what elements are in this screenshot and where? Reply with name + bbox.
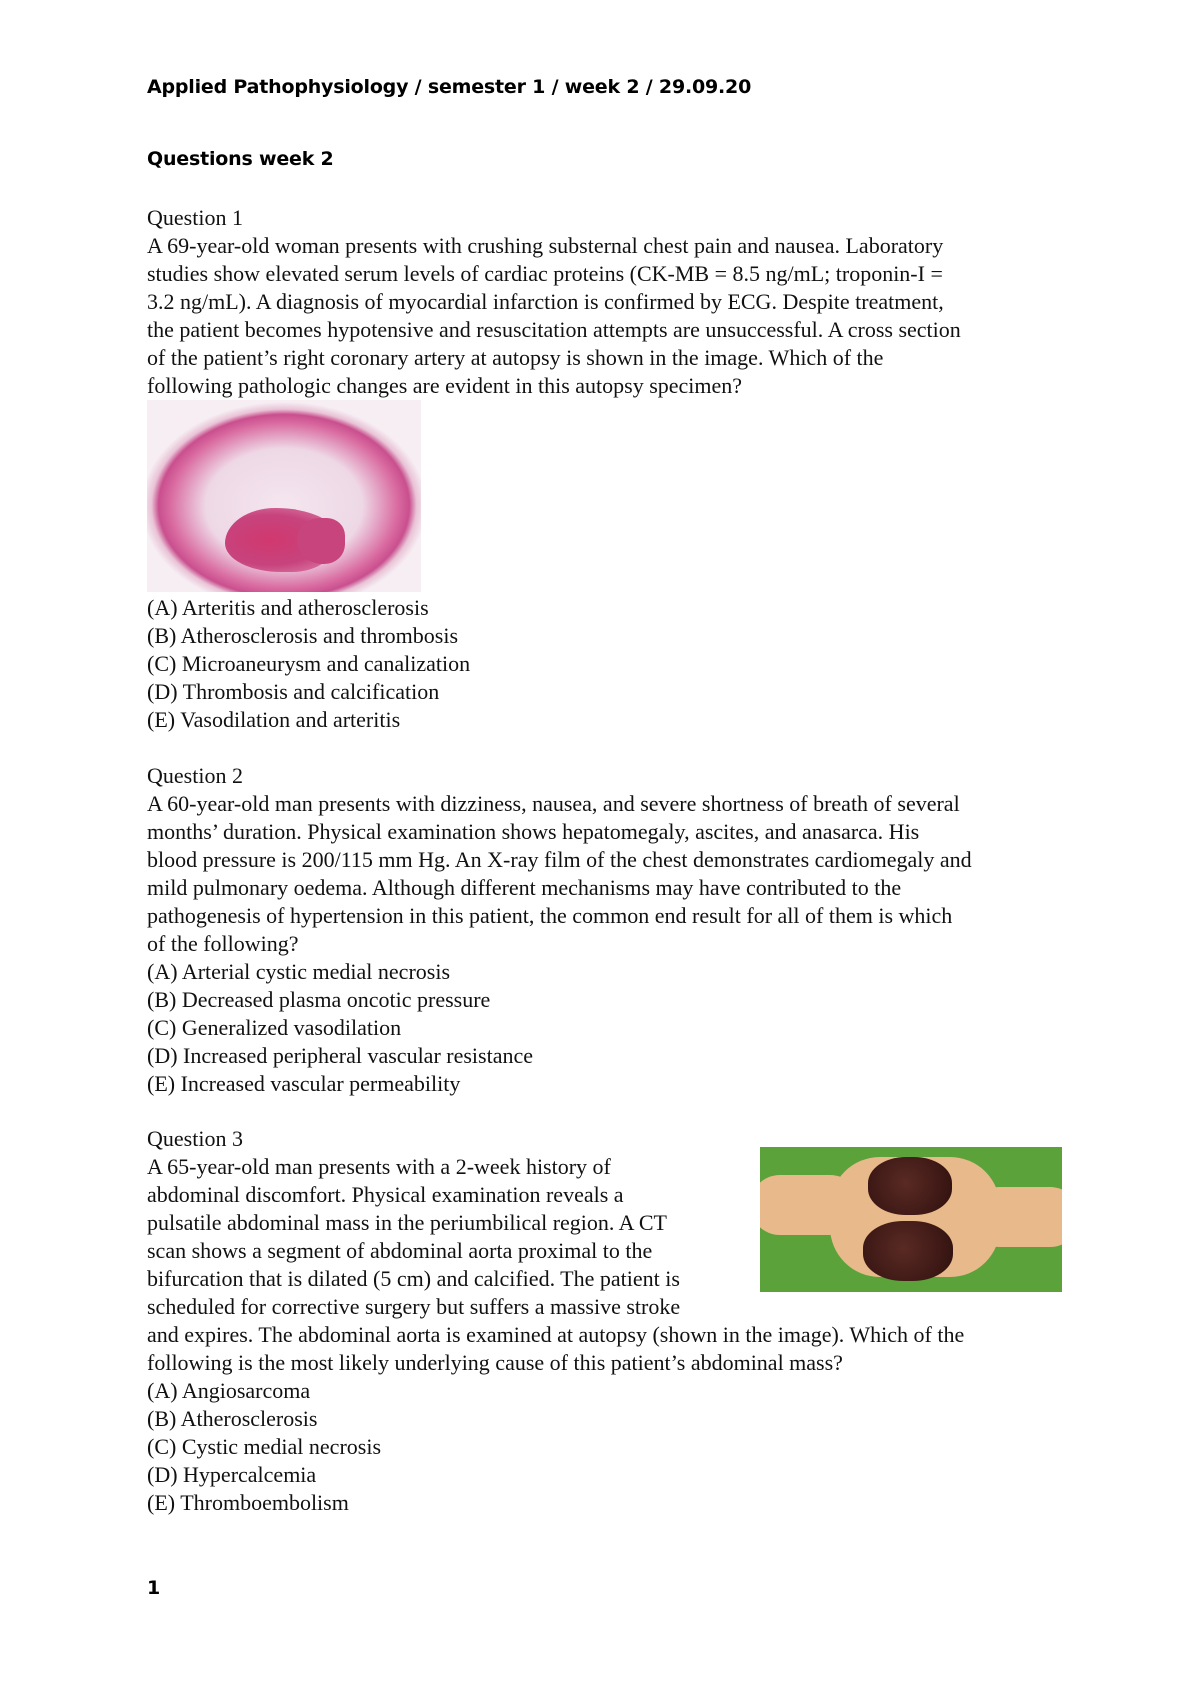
- thrombus-shape: [868, 1157, 952, 1215]
- question-2: [147, 762, 972, 1098]
- question-stem-line: A 60-year-old man presents with dizziness, nausea, and severe shortness of breath of several: [147, 791, 960, 816]
- question-title: Question 2: [147, 763, 243, 788]
- question-stem-line: and expires. The abdominal aorta is examined at autopsy (shown in the image). Which of the: [147, 1322, 965, 1347]
- aorta-segment: [970, 1187, 1062, 1247]
- question-stem-line: pulsatile abdominal mass in the periumbilical region. A CT: [147, 1210, 667, 1235]
- question-stem-line: following is the most likely underlying cause of this patient’s abdominal mass?: [147, 1350, 843, 1375]
- answer-option: (A) Arteritis and atherosclerosis: [147, 595, 429, 620]
- coronary-artery-cross-section-image: [147, 400, 421, 592]
- question-stem-line: studies show elevated serum levels of cardiac proteins (CK-MB = 8.5 ng/mL; troponin-I =: [147, 261, 943, 286]
- answer-option: (C) Cystic medial necrosis: [147, 1434, 382, 1459]
- question-stem-line: bifurcation that is dilated (5 cm) and calcified. The patient is: [147, 1266, 680, 1291]
- question-stem-line: 3.2 ng/mL). A diagnosis of myocardial infarction is confirmed by ECG. Despite treatment,: [147, 289, 944, 314]
- question-title: Question 3: [147, 1126, 243, 1151]
- question-stem-line: scheduled for corrective surgery but suffers a massive stroke: [147, 1294, 681, 1319]
- thrombus-shape: [863, 1221, 953, 1281]
- question-1: [147, 204, 961, 400]
- question-stem-line: of the patient’s right coronary artery at autopsy is shown in the image. Which of the: [147, 345, 884, 370]
- question-stem-line: months’ duration. Physical examination shows hepatomegaly, ascites, and anasarca. His: [147, 819, 920, 844]
- question-1-options: [147, 594, 470, 734]
- document-header: Applied Pathophysiology / semester 1 / week 2 / 29.09.20: [147, 76, 752, 98]
- question-stem-line: following pathologic changes are evident in this autopsy specimen?: [147, 373, 743, 398]
- answer-option: (E) Thromboembolism: [147, 1490, 349, 1515]
- question-stem-line: abdominal discomfort. Physical examination reveals a: [147, 1182, 624, 1207]
- page-number: 1: [147, 1577, 161, 1599]
- answer-option: (E) Vasodilation and arteritis: [147, 707, 401, 732]
- answer-option: (C) Microaneurysm and canalization: [147, 651, 471, 676]
- question-stem-line: mild pulmonary oedema. Although different mechanisms may have contributed to the: [147, 875, 902, 900]
- answer-option: (A) Angiosarcoma: [147, 1378, 311, 1403]
- question-stem-line: pathogenesis of hypertension in this patient, the common end result for all of them is which: [147, 903, 953, 928]
- answer-option: (A) Arterial cystic medial necrosis: [147, 959, 451, 984]
- answer-option: (D) Increased peripheral vascular resistance: [147, 1043, 534, 1068]
- answer-option: (E) Increased vascular permeability: [147, 1071, 461, 1096]
- question-stem-line: A 65-year-old man presents with a 2-week history of: [147, 1154, 611, 1179]
- question-title: Question 1: [147, 205, 243, 230]
- answer-option: (B) Atherosclerosis and thrombosis: [147, 623, 459, 648]
- question-stem-line: blood pressure is 200/115 mm Hg. An X-ray film of the chest demonstrates cardiomegaly and: [147, 847, 972, 872]
- question-stem-line: scan shows a segment of abdominal aorta proximal to the: [147, 1238, 653, 1263]
- abdominal-aorta-aneurysm-image: [760, 1147, 1062, 1292]
- answer-option: (D) Hypercalcemia: [147, 1462, 317, 1487]
- question-stem-line: the patient becomes hypotensive and resuscitation attempts are unsuccessful. A cross section: [147, 317, 961, 342]
- thrombus-shape: [297, 518, 345, 564]
- answer-option: (C) Generalized vasodilation: [147, 1015, 402, 1040]
- question-stem-line: A 69-year-old woman presents with crushing substernal chest pain and nausea. Laboratory: [147, 233, 944, 258]
- question-stem-line: of the following?: [147, 931, 299, 956]
- answer-option: (B) Decreased plasma oncotic pressure: [147, 987, 491, 1012]
- answer-option: (D) Thrombosis and calcification: [147, 679, 440, 704]
- section-title: Questions week 2: [147, 148, 334, 170]
- answer-option: (B) Atherosclerosis: [147, 1406, 318, 1431]
